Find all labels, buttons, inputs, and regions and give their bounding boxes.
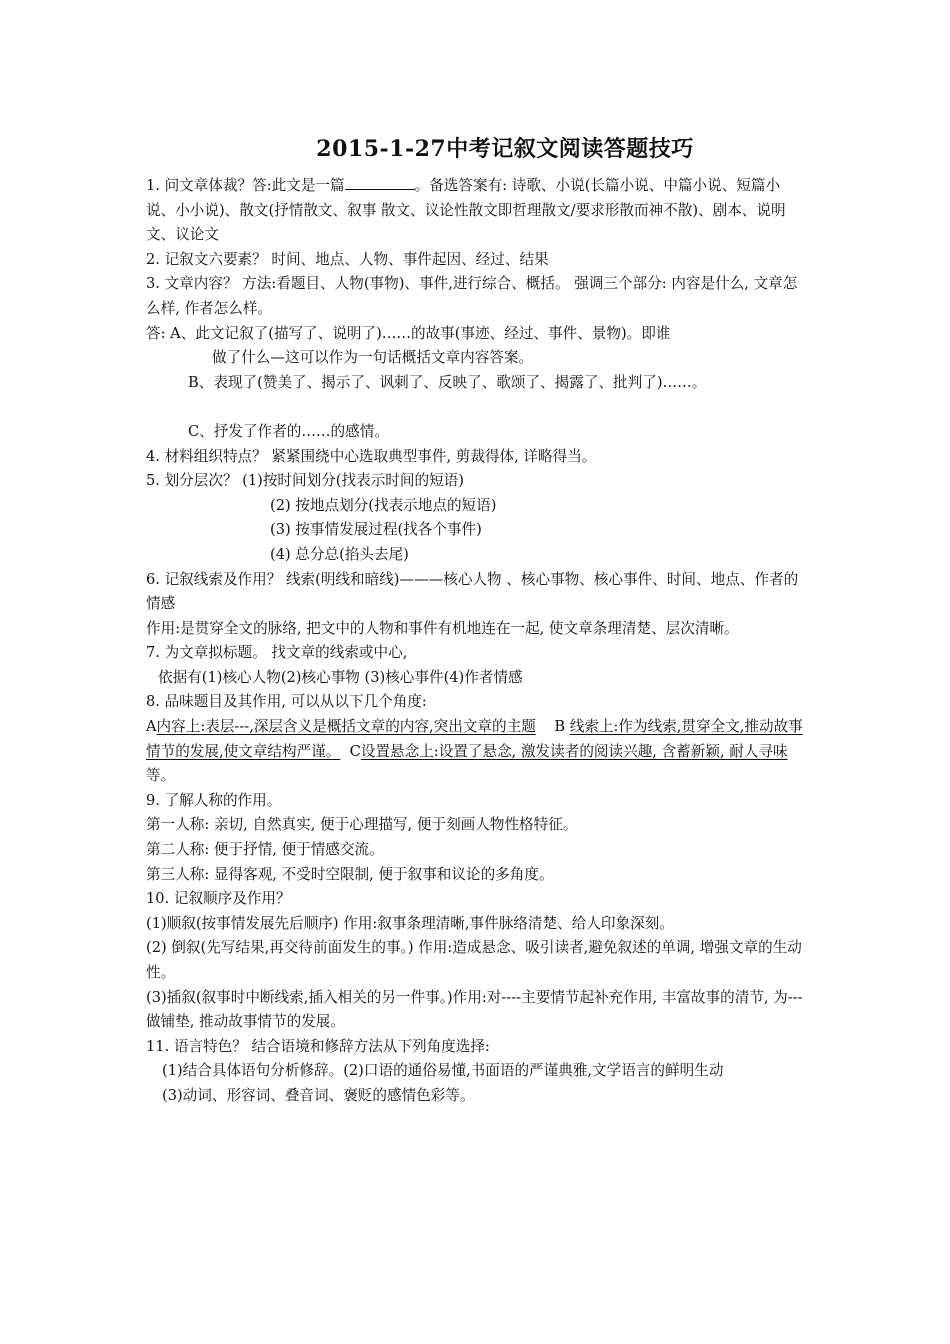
paragraph-q11-item-1: (1)结合具体语句分析修辞。(2)口语的通俗易懂,书面语的严谨典雅,文学语言的鲜明生动 — [162, 1062, 724, 1080]
q8-label-b: B — [535, 718, 570, 736]
paragraph-q9-first-person: 第一人称: 亲切, 自然真实, 便于心理描写, 便于刻画人物性格特征。 — [146, 816, 578, 834]
paragraph-q9-third-person: 第三人称: 显得客观, 不受时空限制, 便于叙事和议论的多角度。 — [146, 865, 554, 883]
q8-angle-clue: 线索上:作为线索,贯穿全文,推动故事情节的发展,使文章结构严谨。 — [146, 718, 803, 760]
q8-tail: 等。 — [146, 767, 176, 785]
paragraph-q10: 10. 记叙顺序及作用？ — [146, 890, 291, 908]
q1-text-b: 。备选答案有: 诗歌、小说(长篇小说、中篇小说、短篇小说、小小说)、散文(抒情散文、叙事 散文、议论性散文即哲理散文/要求形散而神不散)、剧本、说明文、议论文 — [146, 177, 786, 244]
q8-label-c: C — [340, 742, 361, 760]
q8-label-a: A — [146, 718, 157, 736]
paragraph-q5-item-3: (3) 按事情发展过程(找各个事件) — [270, 521, 482, 539]
paragraph-q4: 4. 材料组织特点？ 紧紧围绕中心选取典型事件, 剪裁得体, 详略得当。 — [146, 447, 597, 465]
answer-blank — [345, 175, 415, 190]
paragraph-q5: 5. 划分层次？ (1)按时间划分(找表示时间的短语) — [146, 472, 464, 490]
page-title: 2015-1-27中考记叙文阅读答题技巧 — [316, 136, 694, 162]
paragraph-q10-flashback: (2) 倒叙(先写结果,再交待前面发生的事。) 作用:造成悬念、吸引读者,避免叙述的单调, 增强文章的生动性。 — [146, 939, 802, 981]
paragraph-q10-interjection: (3)插叙(叙事时中断线索,插入相关的另一件事。)作用:对----主要情节起补充作用, 丰富故事的清节, 为---做铺垫, 推动故事情节的发展。 — [146, 988, 803, 1031]
paragraph-q11: 11. 语言特色？ 结合语境和修辞方法从下列角度选择: — [146, 1037, 490, 1055]
paragraph-q10-chronological: (1)顺叙(按事情发展先后顺序) 作用:叙事条理清晰,事件脉络清楚、给人印象深刻。 — [146, 914, 674, 932]
blank-line — [146, 395, 808, 420]
paragraph-q2: 2. 记叙文六要素？ 时间、地点、人物、事件起因、经过、结果 — [146, 250, 549, 268]
paragraph-q9-second-person: 第二人称: 便于抒情, 便于情感交流。 — [146, 841, 384, 859]
paragraph-q5-item-4: (4) 总分总(掐头去尾) — [270, 545, 409, 563]
paragraph-q1 — [146, 174, 808, 248]
q1-text-a: 1. 问文章体裁？答:此文是一篇 — [146, 177, 345, 194]
paragraph-q11-item-3: (3)动词、形容词、叠音词、褒贬的感情色彩等。 — [162, 1086, 475, 1104]
paragraph-q6: 6. 记叙线索及作用？ 线索(明线和暗线)———核心人物 、核心事物、核心事件、时间、地点、作者的情感 — [146, 570, 799, 613]
paragraph-q3: 3. 文章内容？ 方法:看题目、人物(事物)、事件,进行综合、概括。 强调三个部分: 内容是什么, 文章怎么样, 作者怎么样。 — [146, 275, 798, 317]
paragraph-q7: 7. 为文章拟标题。 找文章的线索或中心, — [146, 644, 408, 662]
paragraph-q3-answer-b: B、表现了(赞美了、揭示了、讽刺了、反映了、歌颂了、揭露了、批判了)……。 — [188, 373, 707, 391]
paragraph-q3-answer-a-cont: 做了什么—这可以作为一句话概括文章内容答案。 — [212, 349, 534, 367]
paragraph-q5-item-2: (2) 按地点划分(找表示地点的短语) — [270, 496, 497, 514]
paragraph-q7-basis: 依据有(1)核心人物(2)核心事物 (3)核心事件(4)作者情感 — [158, 668, 523, 686]
paragraph-q3-answer-a: 答: A、此文记叙了(描写了、说明了)……的故事(事迹、经过、事件、景物)。即谁 — [146, 324, 671, 342]
paragraph-q3-answer-c: C、抒发了作者的……的感情。 — [188, 422, 389, 440]
paragraph-q9: 9. 了解人称的作用。 — [146, 791, 282, 809]
q8-angle-suspense: 设置悬念上:设置了悬念, 激发读者的阅读兴趣, 含蓄新颖, 耐人寻味 — [360, 742, 788, 760]
paragraph-q8-angles — [146, 715, 808, 789]
document-body — [146, 174, 808, 1109]
q8-angle-content: 内容上:表层---,深层含义是概括文章的内容,突出文章的主题 — [156, 718, 536, 736]
paragraph-q6-function: 作用:是贯穿全文的脉络, 把文中的人物和事件有机地连在一起, 使文章条理清楚、层次清晰。 — [146, 619, 739, 637]
paragraph-q8: 8. 品味题目及其作用, 可以从以下几个角度: — [146, 693, 427, 711]
